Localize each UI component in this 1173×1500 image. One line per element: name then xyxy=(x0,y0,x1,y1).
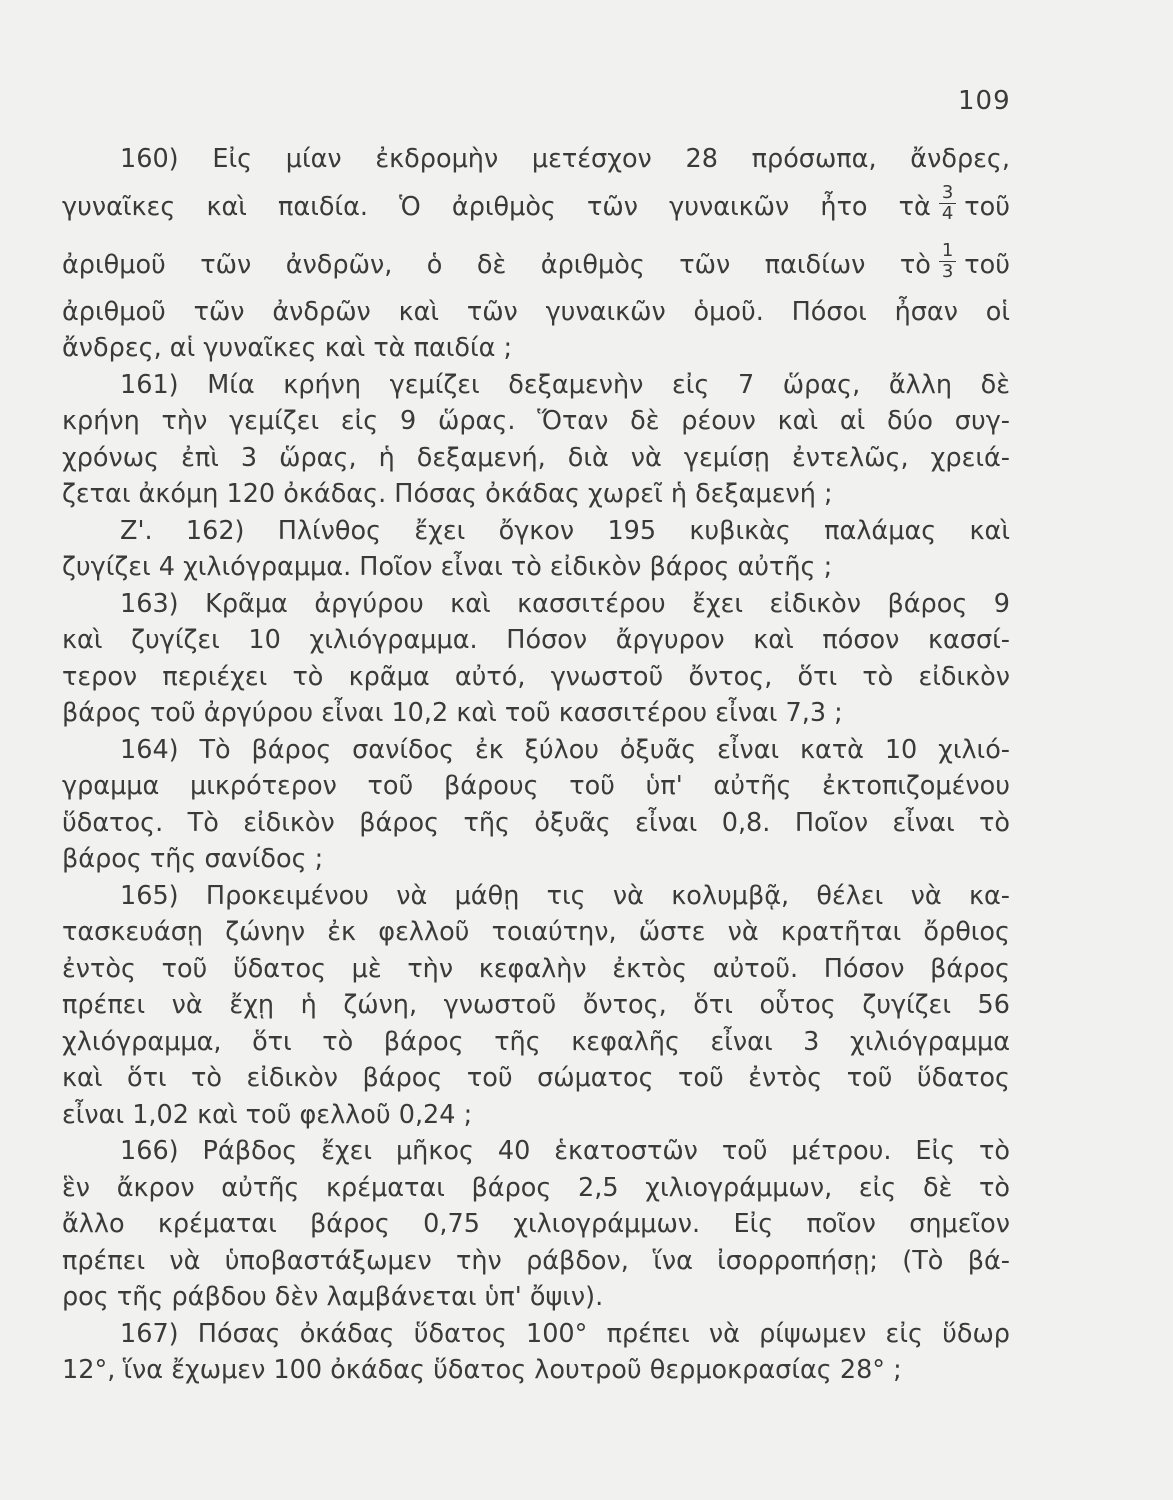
text-line: ἄνδρες, αἱ γυναῖκες καὶ τὰ παιδία ; xyxy=(62,333,513,363)
page-number: 109 xyxy=(958,86,1011,116)
fraction-numerator: 3 xyxy=(939,183,956,204)
fraction-denominator: 4 xyxy=(941,203,954,224)
problem-163 xyxy=(62,586,1010,732)
text-line: πρέπει νὰ ἔχῃ ἡ ζώνη, γνωστοῦ ὄντος, ὅτι οὗτος ζυγίζει 56 xyxy=(62,990,1010,1020)
text-line: Ζ'. 162) Πλίνθος ἔχει ὄγκον 195 κυβικὰς παλάμας καὶ xyxy=(120,515,1010,546)
text-line: 165) Προκειμένου νὰ μάθῃ τις νὰ κολυμβᾷ, θέλει νὰ κα- xyxy=(120,880,1010,911)
fraction-numerator: 1 xyxy=(939,241,956,262)
problem-162 xyxy=(62,513,1010,586)
problem-161 xyxy=(62,367,1010,513)
text-line: ἓν ἄκρον αὐτῆς κρέμαται βάρος 2,5 χιλιογράμμων, εἰς δὲ τὸ xyxy=(62,1172,1010,1203)
fraction xyxy=(939,183,956,224)
text-line: ὕδατος. Τὸ εἰδικὸν βάρος τῆς ὀξυᾶς εἶναι 0,8. Ποῖον εἶναι τὸ xyxy=(62,807,1010,838)
text-line: 160) Εἰς μίαν ἐκδρομὴν μετέσχον 28 πρόσωπα, ἄνδρες, xyxy=(120,144,1010,174)
text-line: ἀριθμοῦ τῶν ἀνδρῶν καὶ τῶν γυναικῶν ὁμοῦ. Πόσοι ἦσαν οἱ xyxy=(62,296,1010,327)
page-body xyxy=(62,141,1010,1389)
text-line: 12°, ἵνα ἔχωμεν 100 ὀκάδας ὕδατος λουτροῦ θερμοκρασίας 28° ; xyxy=(62,1355,902,1385)
text-line: βάρος τῆς σανίδος ; xyxy=(62,844,324,874)
text-line: 164) Τὸ βάρος σανίδος ἐκ ξύλου ὀξυᾶς εἶναι κατὰ 10 χιλιό- xyxy=(120,734,1010,765)
fraction xyxy=(939,241,956,282)
text-line: καὶ ζυγίζει 10 χιλιόγραμμα. Πόσον ἄργυρον καὶ πόσον κασσί- xyxy=(62,625,1010,655)
text-line: ζεται ἀκόμη 120 ὀκάδας. Πόσας ὀκάδας χωρεῖ ἡ δεξαμενή ; xyxy=(62,479,833,509)
text-line: τασκευάσῃ ζώνην ἐκ φελλοῦ τοιαύτην, ὥστε νὰ κρατῆται ὄρθιος xyxy=(62,917,1010,947)
text-line: πρέπει νὰ ὑποβαστάξωμεν τὴν ράβδον, ἵνα ἰσορροπήσῃ; (Τὸ βά- xyxy=(62,1245,1010,1276)
text-line: εἶναι 1,02 καὶ τοῦ φελλοῦ 0,24 ; xyxy=(62,1099,473,1130)
problem-164 xyxy=(62,732,1010,878)
text-fragment: τοῦ xyxy=(964,249,1010,280)
problem-165 xyxy=(62,878,1010,1134)
text-line: τερον περιέχει τὸ κρᾶμα αὐτό, γνωστοῦ ὄντος, ὅτι τὸ εἰδικὸν xyxy=(62,661,1010,692)
text-line: χλιόγραμμα, ὅτι τὸ βάρος τῆς κεφαλῆς εἶναι 3 χιλιόγραμμα xyxy=(62,1026,1010,1057)
text-line: καὶ ὅτι τὸ εἰδικὸν βάρος τοῦ σώματος τοῦ ἐντὸς τοῦ ὕδατος xyxy=(62,1063,1010,1093)
text-line: 166) Ράβδος ἔχει μῆκος 40 ἑκατοστῶν τοῦ μέτρου. Εἰς τὸ xyxy=(120,1136,1010,1166)
problem-166 xyxy=(62,1133,1010,1316)
text-line: ἄλλο κρέμαται βάρος 0,75 χιλιογράμμων. Εἰς ποῖον σημεῖον xyxy=(62,1209,1010,1239)
text-line: 161) Μία κρήνη γεμίζει δεξαμενὴν εἰς 7 ὥρας, ἄλλη δὲ xyxy=(120,369,1010,400)
text-line: γραμμα μικρότερον τοῦ βάρους τοῦ ὑπ' αὐτῆς ἐκτοπιζομένου xyxy=(62,771,1010,801)
text-fragment: τοῦ xyxy=(964,191,1010,222)
text-line: 163) Κρᾶμα ἀργύρου καὶ κασσιτέρου ἔχει εἰδικὸν βάρος 9 xyxy=(120,588,1010,619)
text-line: κρήνη τὴν γεμίζει εἰς 9 ὥρας. Ὅταν δὲ ρέουν καὶ αἱ δύο συγ- xyxy=(62,406,1010,436)
text-line: γυναῖκες καὶ παιδία. Ὁ ἀριθμὸς τῶν γυναικῶν ἦτο τὰ xyxy=(62,191,931,222)
text-line-with-fraction xyxy=(62,236,1010,294)
text-line: ζυγίζει 4 χιλιόγραμμα. Ποῖον εἶναι τὸ εἰδικὸν βάρος αὐτῆς ; xyxy=(62,552,833,582)
text-line: χρόνως ἐπὶ 3 ὥρας, ἡ δεξαμενή, διὰ νὰ γεμίσῃ ἐντελῶς, χρειά- xyxy=(62,442,1010,473)
text-line: ἀριθμοῦ τῶν ἀνδρῶν, ὁ δὲ ἀριθμὸς τῶν παιδίων τὸ xyxy=(62,249,931,280)
text-line: 167) Πόσας ὀκάδας ὕδατος 100° πρέπει νὰ ρίψωμεν εἰς ὕδωρ xyxy=(120,1318,1010,1349)
text-line-with-fraction xyxy=(62,178,1010,236)
problem-160 xyxy=(62,141,1010,367)
text-line: βάρος τοῦ ἀργύρου εἶναι 10,2 καὶ τοῦ κασσιτέρου εἶναι 7,3 ; xyxy=(62,698,843,728)
fraction-denominator: 3 xyxy=(941,261,954,282)
text-line: ρος τῆς ράβδου δὲν λαμβάνεται ὑπ' ὄψιν). xyxy=(62,1282,604,1312)
text-line: ἐντὸς τοῦ ὕδατος μὲ τὴν κεφαλὴν ἐκτὸς αὐτοῦ. Πόσον βάρος xyxy=(62,953,1010,984)
problem-167 xyxy=(62,1316,1010,1389)
